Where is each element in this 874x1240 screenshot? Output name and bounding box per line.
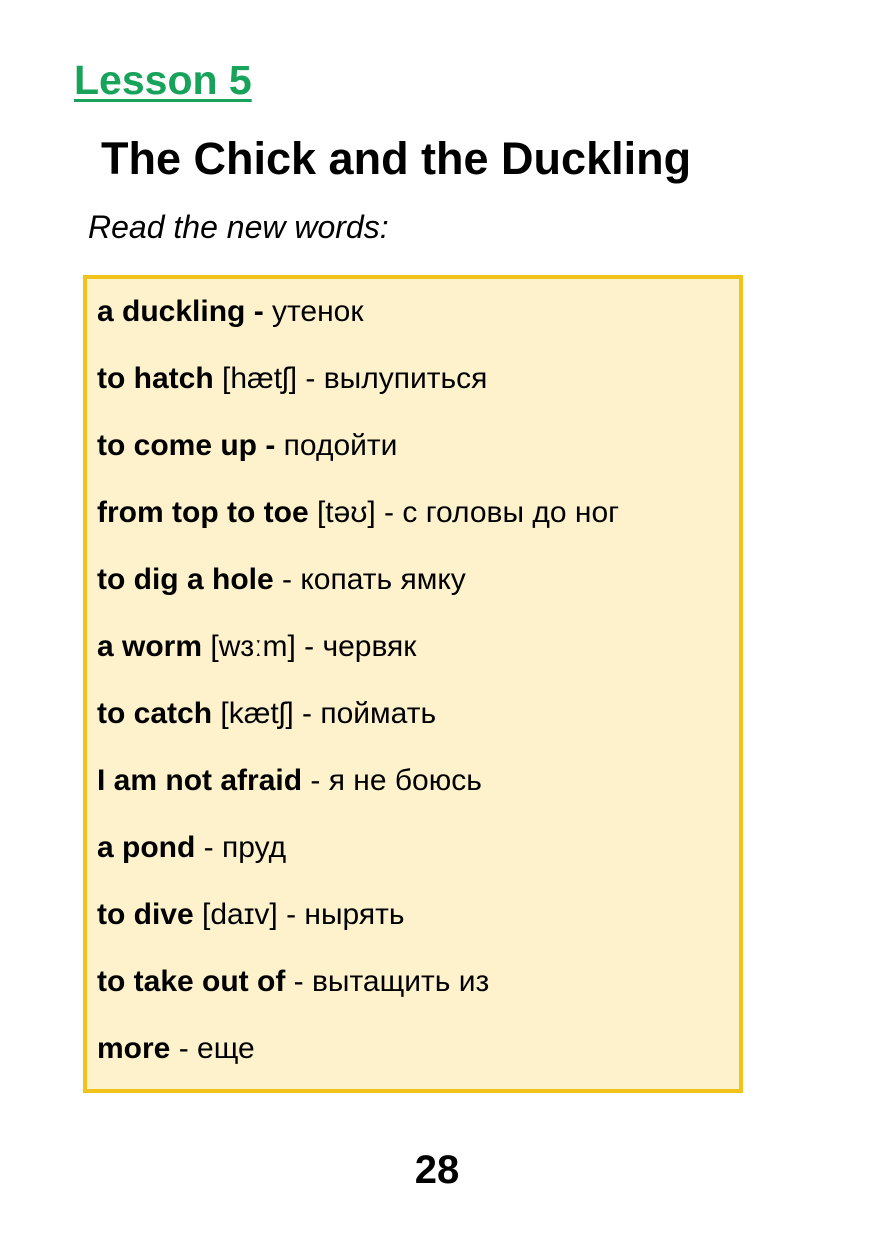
vocab-item-take-out-of xyxy=(97,964,489,1000)
vocab-term: I am not afraid xyxy=(97,764,303,797)
vocab-definition: утенок xyxy=(263,295,364,328)
vocab-definition: [kætʃ] - поймать xyxy=(212,697,437,730)
vocab-term: to hatch xyxy=(97,362,214,395)
lesson-heading: Lesson 5 xyxy=(74,57,252,103)
vocab-definition: - вытащить из xyxy=(285,965,490,998)
vocab-term: to catch xyxy=(97,697,213,730)
vocab-definition: [daɪv] - нырять xyxy=(193,898,405,931)
page-number: 28 xyxy=(414,1148,460,1192)
vocab-definition: - копать ямку xyxy=(273,563,466,596)
vocab-definition: - пруд xyxy=(195,831,287,864)
vocab-item-dive xyxy=(97,897,405,933)
vocab-term: a pond xyxy=(97,831,196,864)
vocab-term: to come up - xyxy=(97,429,276,462)
vocab-definition: [təʊ] - с головы до ног xyxy=(308,496,620,529)
vocab-term: to take out of xyxy=(97,965,286,998)
vocab-item-catch xyxy=(97,696,436,732)
vocab-item-duckling xyxy=(97,294,364,330)
vocab-item-dig-hole xyxy=(97,562,466,598)
vocabulary-box xyxy=(83,275,743,1093)
vocab-item-top-to-toe xyxy=(97,495,619,531)
vocab-term: to dig a hole xyxy=(97,563,274,596)
vocab-definition: [hætʃ] - вылупиться xyxy=(213,362,488,395)
vocab-term: from top to toe xyxy=(97,496,309,529)
instruction-text: Read the new words: xyxy=(88,209,389,245)
vocab-definition: подойти xyxy=(275,429,398,462)
vocab-item-worm xyxy=(97,629,416,665)
vocab-term: a worm xyxy=(97,630,203,663)
vocab-definition: - я не боюсь xyxy=(302,764,482,797)
vocab-term: to dive xyxy=(97,898,194,931)
vocab-item-come-up xyxy=(97,428,397,464)
vocab-item-not-afraid xyxy=(97,763,482,799)
vocab-definition: - еще xyxy=(170,1032,255,1065)
vocab-item-pond xyxy=(97,830,286,866)
vocab-term: a duckling - xyxy=(97,295,264,328)
vocab-item-hatch xyxy=(97,361,487,397)
vocab-definition: [wɜːm] - червяк xyxy=(202,630,417,663)
vocab-item-more xyxy=(97,1031,255,1067)
story-title: The Chick and the Duckling xyxy=(101,133,692,184)
vocab-term: more xyxy=(97,1032,171,1065)
